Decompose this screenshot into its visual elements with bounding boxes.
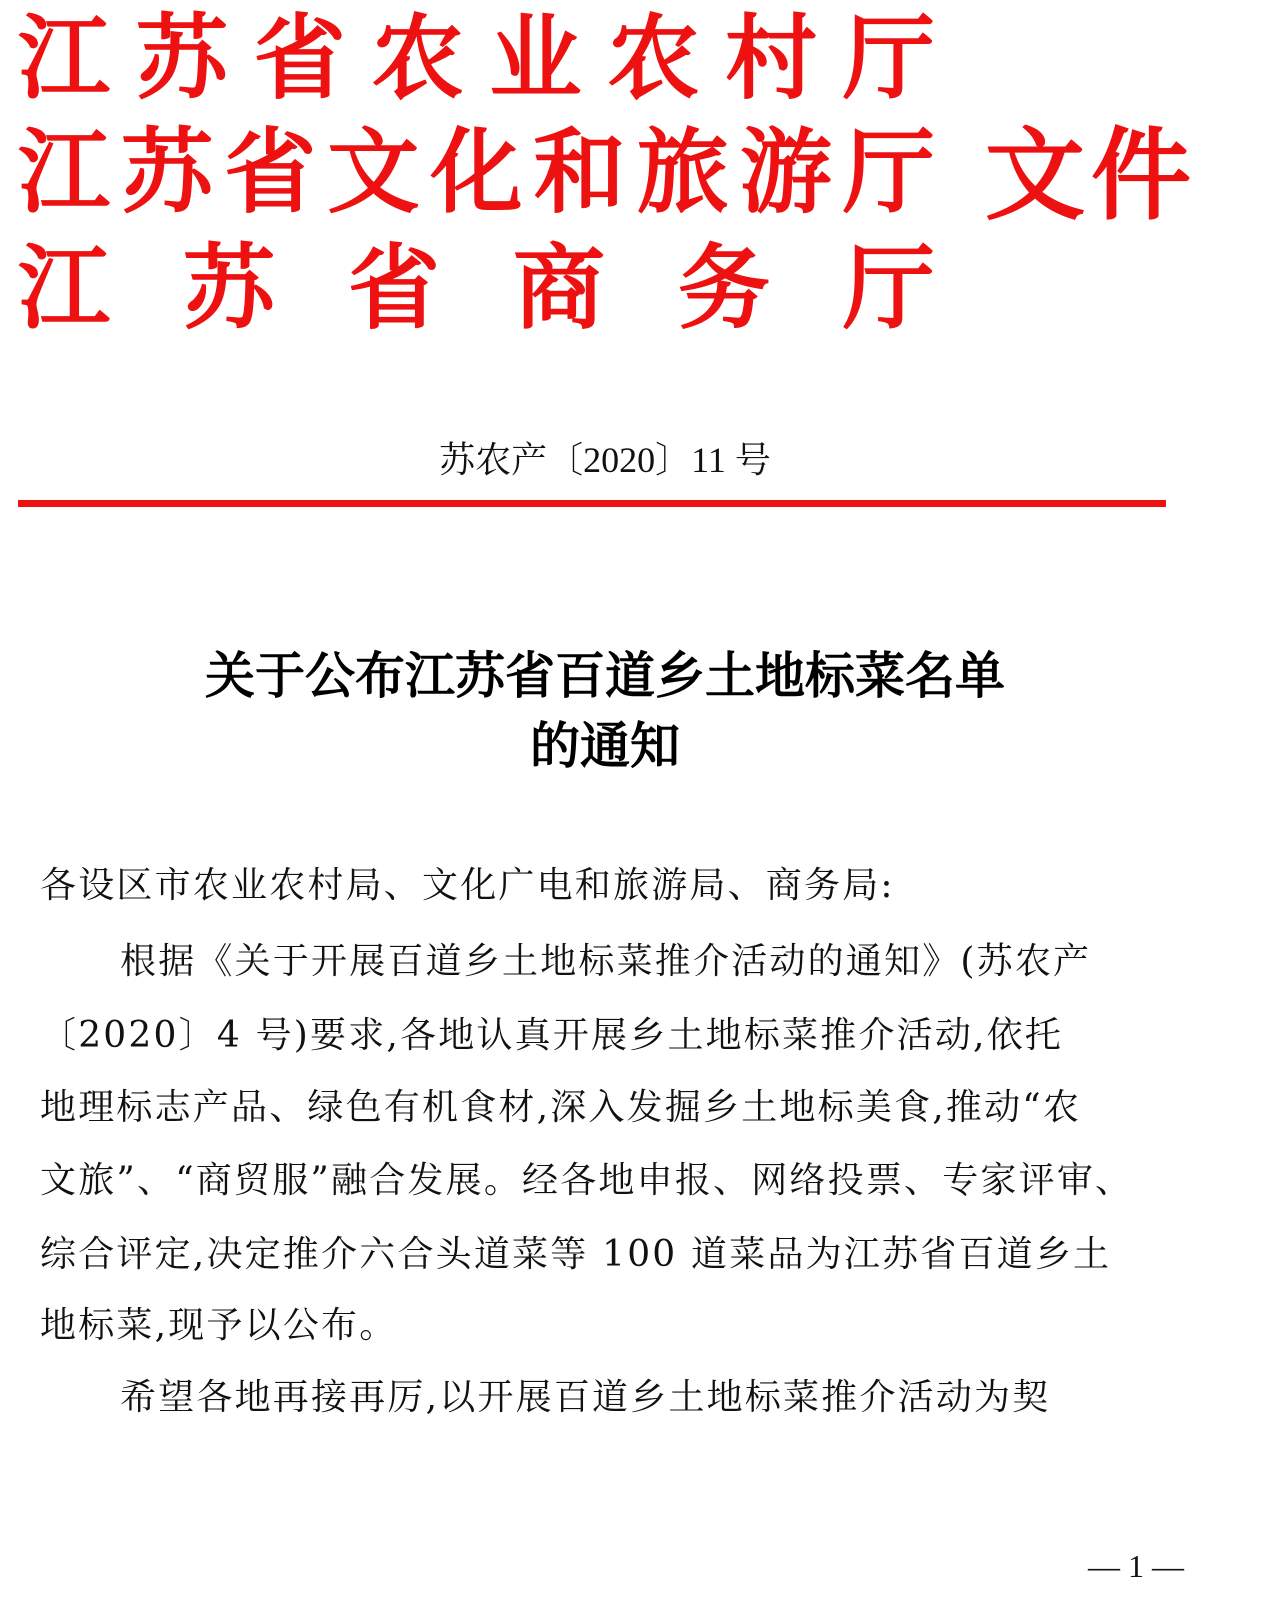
issuer-agriculture [18,4,935,112]
issuer-char: 文 [327,118,420,226]
issuer-char: 厅 [842,4,935,112]
document-label: 文件 [985,116,1197,234]
issuer-culture-tourism [18,118,935,226]
issuer-char: 业 [489,4,582,112]
body-line: 根据《关于开展百道乡土地标菜推介活动的通知》(苏农产 [120,941,1092,982]
body-line: 地标菜,现予以公布。 [40,1305,398,1346]
issuer-char: 江 [18,234,111,342]
issuer-char: 省 [224,118,317,226]
issuer-char: 省 [347,234,440,342]
page-number: — 1 — [1088,1548,1184,1584]
issuer-char: 苏 [182,234,275,342]
issuer-char: 游 [739,118,832,226]
red-divider [18,500,1166,507]
issuer-char: 江 [18,118,111,226]
document-number: 苏农产〔2020〕11 号 [439,440,771,480]
body-line: 希望各地再接再厉,以开展百道乡土地标菜推介活动为契 [120,1377,1051,1418]
issuer-char: 化 [430,118,523,226]
body-line: 文旅”、“商贸服”融合发展。经各地申报、网络投票、专家评审、 [40,1160,1134,1201]
document-title-line-2: 的通知 [530,717,680,775]
issuer-char: 苏 [121,118,214,226]
body-line: 地理标志产品、绿色有机食材,深入发掘乡土地标美食,推动“农 [40,1087,1082,1128]
issuer-char: 厅 [842,234,935,342]
issuer-char: 务 [677,234,770,342]
issuer-char: 省 [253,4,346,112]
issuer-char: 旅 [636,118,729,226]
body-line: 〔2020〕4 号)要求,各地认真开展乡土地标菜推介活动,依托 [40,1015,1064,1056]
issuer-char: 商 [512,234,605,342]
document-title-line-1: 关于公布江苏省百道乡土地标菜名单 [205,647,1005,705]
issuer-char: 和 [533,118,626,226]
issuer-char: 江 [18,4,111,112]
issuer-char: 农 [371,4,464,112]
body-line: 综合评定,决定推介六合头道菜等 100 道菜品为江苏省百道乡土 [40,1234,1112,1275]
issuer-char: 农 [607,4,700,112]
issuer-char: 村 [725,4,818,112]
issuer-char: 厅 [842,118,935,226]
issuer-char: 苏 [135,4,228,112]
salutation: 各设区市农业农村局、文化广电和旅游局、商务局: [40,865,895,906]
issuer-commerce [18,234,935,342]
